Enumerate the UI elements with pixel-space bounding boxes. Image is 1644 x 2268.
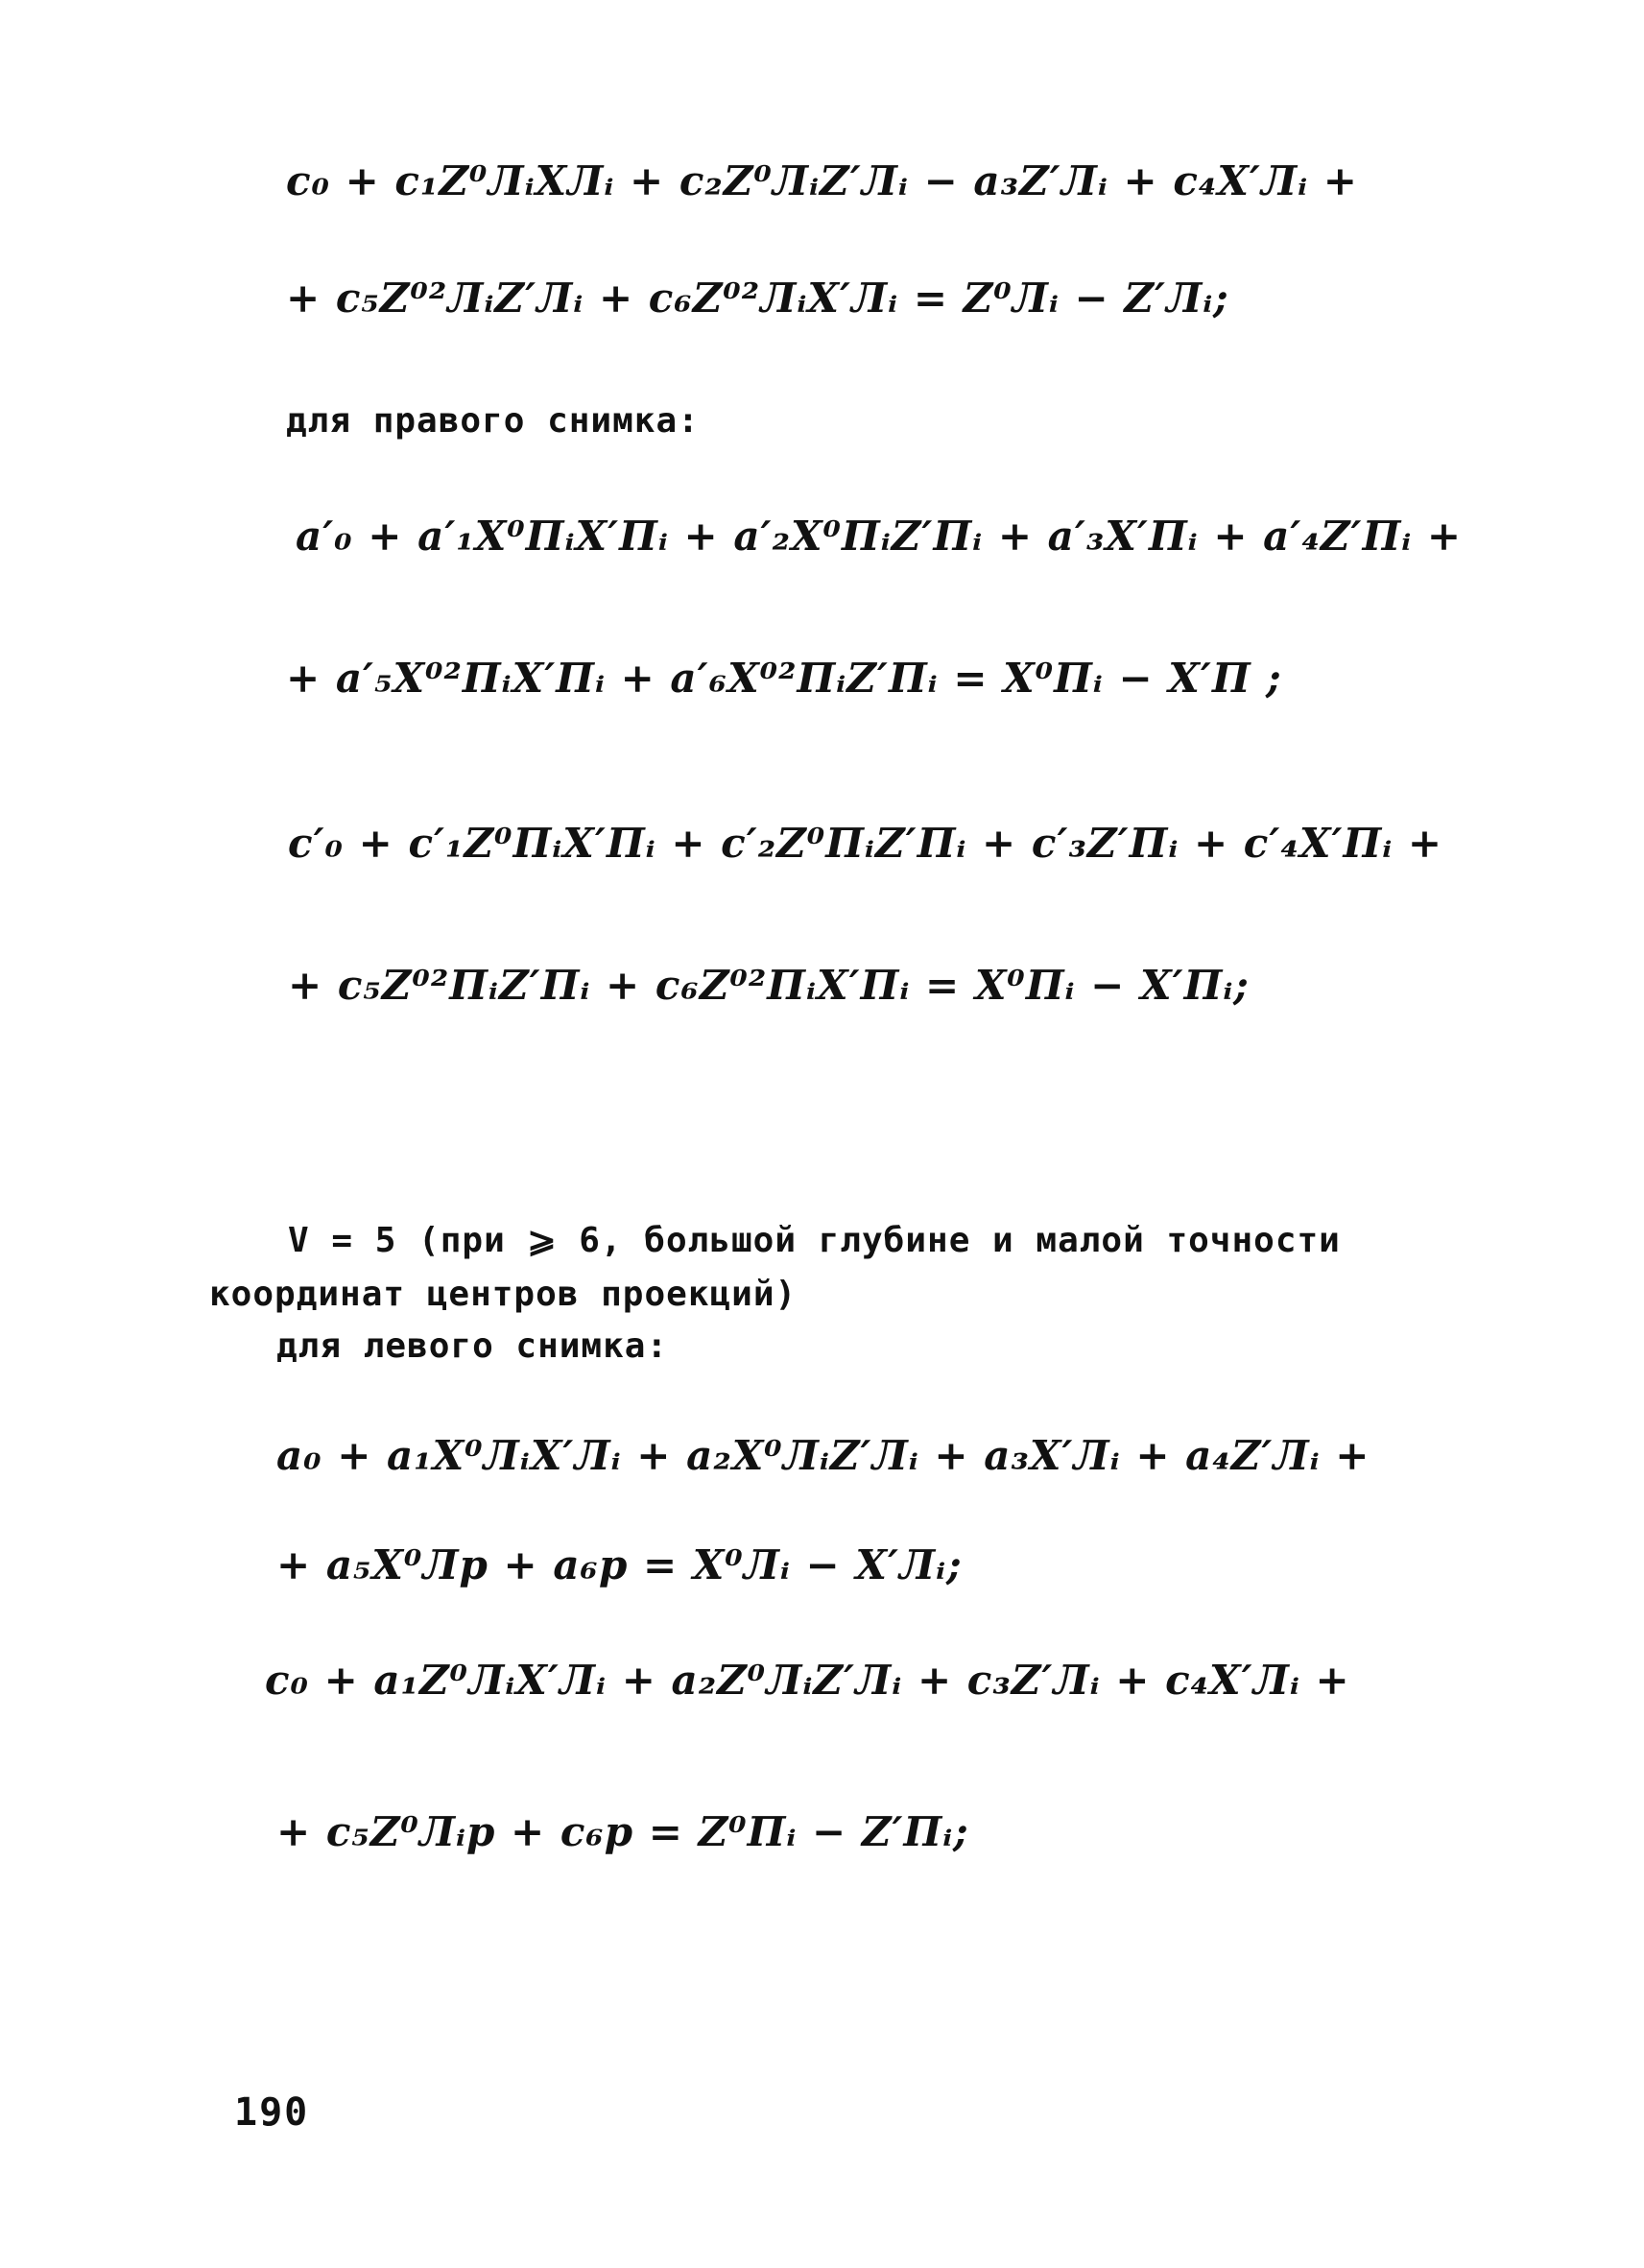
left-c-equation-line-2: + c₅Z⁰²ЛᵢZ′Лᵢ + c₆Z⁰²ЛᵢX′Лᵢ = Z⁰Лᵢ − Z′Лᵢ;	[286, 275, 1229, 322]
case-v5-heading-continued: координат центров проекций)	[209, 1275, 798, 1314]
v5-left-a-equation-line-2: + a₅X⁰Лp + a₆p = X⁰Лᵢ − X′Лᵢ;	[276, 1541, 963, 1588]
right-c-equation-line-2: + c₅Z⁰²ПᵢZ′Пᵢ + c₆Z⁰²ПᵢX′Пᵢ = X⁰Пᵢ − X′Пᵢ;	[288, 962, 1250, 1009]
right-a-equation-line-2: + a′₅X⁰²ПᵢX′Пᵢ + a′₆X⁰²ПᵢZ′Пᵢ = X⁰Пᵢ − X′П ;	[286, 655, 1282, 702]
v5-left-a-equation-line-1: a₀ + a₁X⁰ЛᵢX′Лᵢ + a₂X⁰ЛᵢZ′Лᵢ + a₃X′Лᵢ + a₄Z′Лᵢ +	[276, 1432, 1370, 1479]
right-c-equation-line-1: c′₀ + c′₁Z⁰ПᵢX′Пᵢ + c′₂Z⁰ПᵢZ′Пᵢ + c′₃Z′Пᵢ + c′₄X′Пᵢ +	[288, 820, 1443, 867]
case-v5-heading: V = 5 (при ⩾ 6, большой глубине и малой точности	[288, 1221, 1341, 1260]
v5-left-c-equation-line-1: c₀ + a₁Z⁰ЛᵢX′Лᵢ + a₂Z⁰ЛᵢZ′Лᵢ + c₃Z′Лᵢ + c₄X′Лᵢ +	[265, 1657, 1350, 1704]
right-image-label: для правого снимка:	[286, 401, 700, 441]
left-image-label: для левого снимка:	[276, 1326, 669, 1366]
right-a-equation-line-1: a′₀ + a′₁X⁰ПᵢX′Пᵢ + a′₂X⁰ПᵢZ′Пᵢ + a′₃X′Пᵢ + a′₄Z′Пᵢ +	[296, 513, 1463, 560]
page-number: 190	[234, 2090, 310, 2135]
left-c-equation-line-1: c₀ + c₁Z⁰ЛᵢXЛᵢ + c₂Z⁰ЛᵢZ′Лᵢ − a₃Z′Лᵢ + c₄X′Лᵢ +	[286, 157, 1358, 204]
v5-left-c-equation-line-2: + c₅Z⁰Лᵢp + c₆p = Z⁰Пᵢ − Z′Пᵢ;	[276, 1808, 969, 1855]
